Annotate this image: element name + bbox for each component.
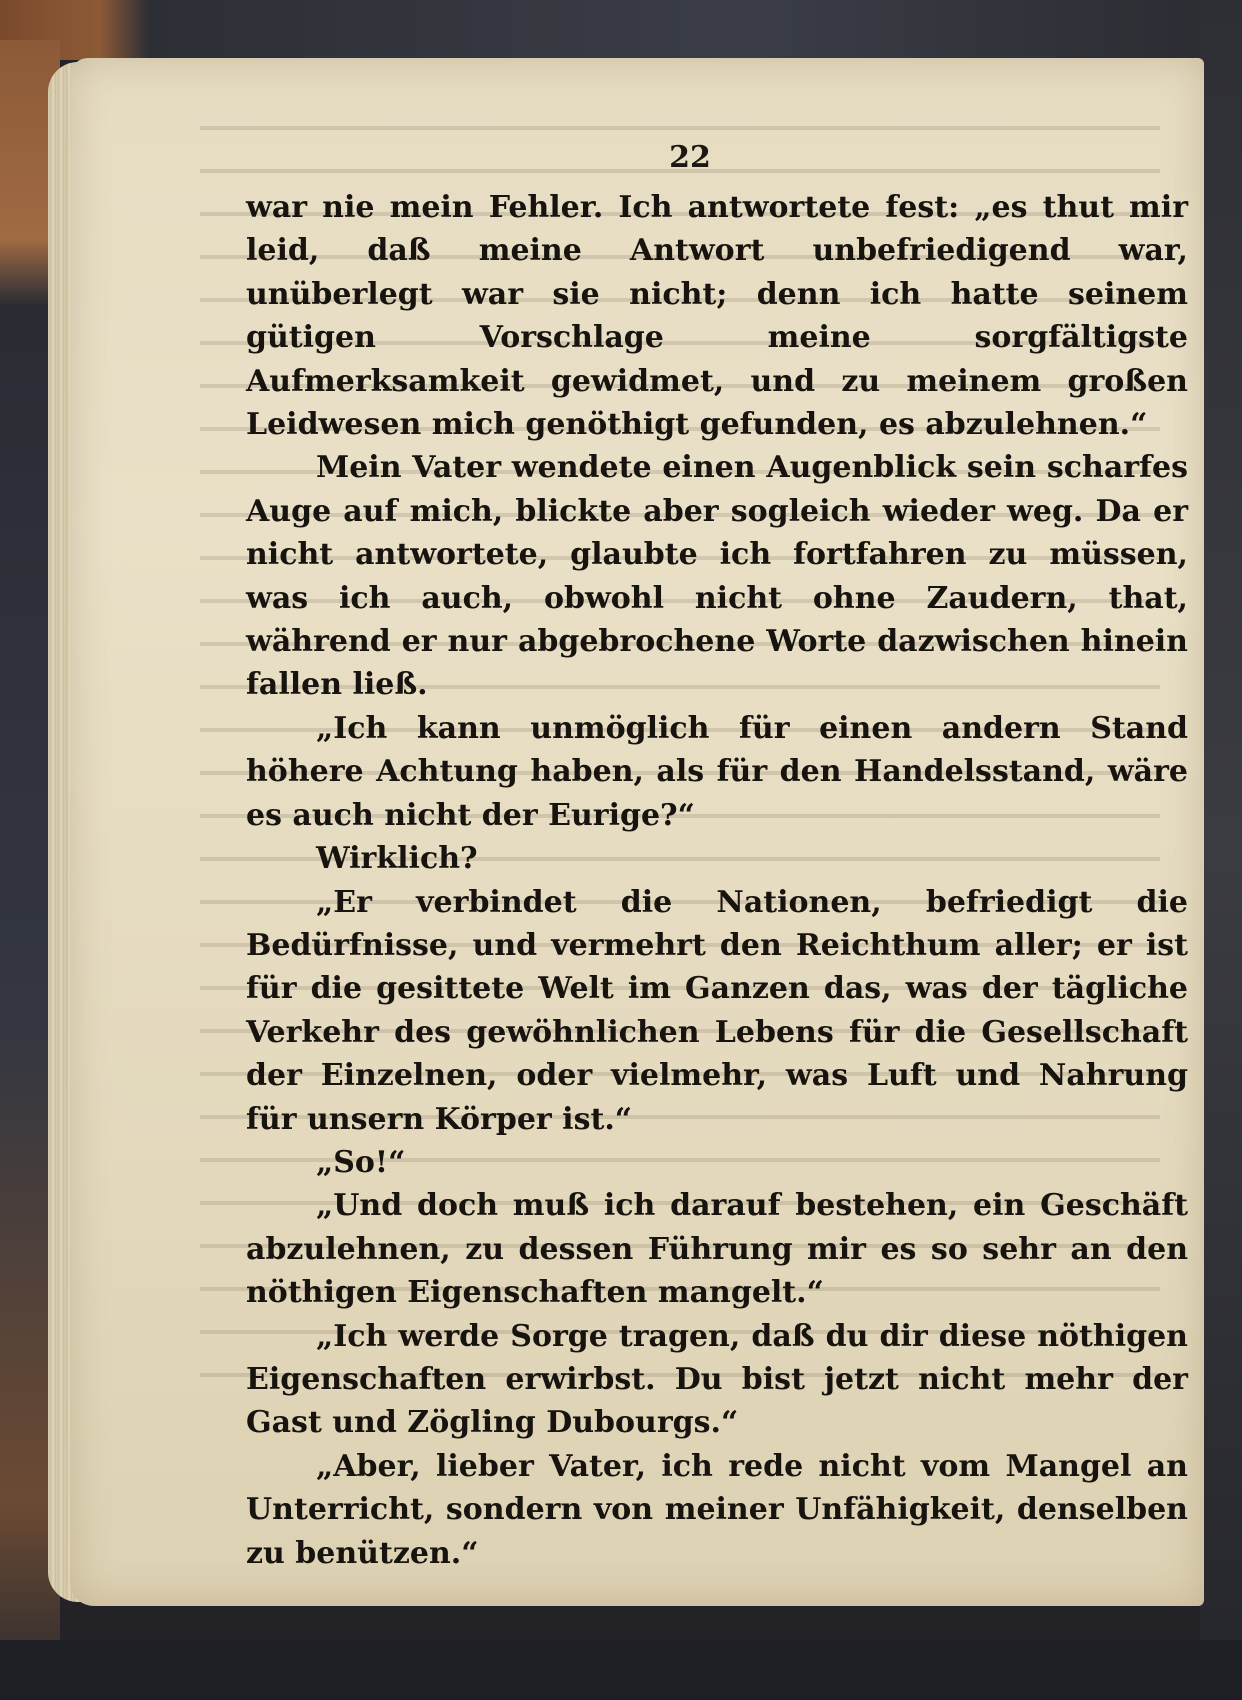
- paragraph-1: war nie mein Fehler. Ich antwortete fest: „es thut mir leid, daß meine Antwort unbefriedigend war, unüberlegt war sie nicht; denn ich hatte seinem gütigen Vorschlage meine sorgfältigste Aufmerksamkeit gewidmet, und zu meinem großen Leidwesen mich genöthigt gefunden, es abzulehnen.“: [246, 190, 1188, 443]
- page-number: 22: [669, 140, 711, 175]
- paragraph-8: „Ich werde Sorge tragen, daß du dir diese nöthigen Eigenschaften erwirbst. Du bist jetzt nicht mehr der Gast und Zögling Dubourgs.“: [246, 1318, 1188, 1441]
- book-cover-top: [0, 0, 1242, 60]
- paragraph-7: „Und doch muß ich darauf bestehen, ein Geschäft abzulehnen, zu dessen Führung mir es so sehr an den nöthigen Eigenschaften mangelt.“: [246, 1188, 1188, 1311]
- book-cover-bottom: [0, 1640, 1242, 1700]
- paragraph-2: Mein Vater wendete einen Augenblick sein scharfes Auge auf mich, blickte aber sogleich wieder weg. Da er nicht antwortete, glaubte ich fortfahren zu müssen, was ich auch, obwohl nicht ohne Zaudern, that, während er nur abgebrochene Worte dazwischen hinein fallen ließ.: [246, 450, 1188, 703]
- book-cover-right: [1200, 0, 1242, 1700]
- paragraph-5: „Er verbindet die Nationen, befriedigt die Bedürfnisse, und vermehrt den Reichthum aller; er ist für die gesittete Welt im Ganzen das, was der tägliche Verkehr des gewöhnlichen Lebens für die Gesellschaft der Einzelnen, oder vielmehr, was Luft und Nahrung für unsern Körper ist.“: [246, 884, 1188, 1137]
- paragraph-3: „Ich kann unmöglich für einen andern Stand höhere Achtung haben, als für den Handelsstand, wäre es auch nicht der Eurige?“: [246, 710, 1188, 833]
- page-text: [246, 186, 1188, 1575]
- paragraph-6: „So!“: [316, 1144, 406, 1180]
- paragraph-9: „Aber, lieber Vater, ich rede nicht vom Mangel an Unterricht, sondern von meiner Unfähigkeit, denselben zu benützen.“: [246, 1448, 1188, 1571]
- paragraph-4: Wirklich?: [316, 841, 478, 877]
